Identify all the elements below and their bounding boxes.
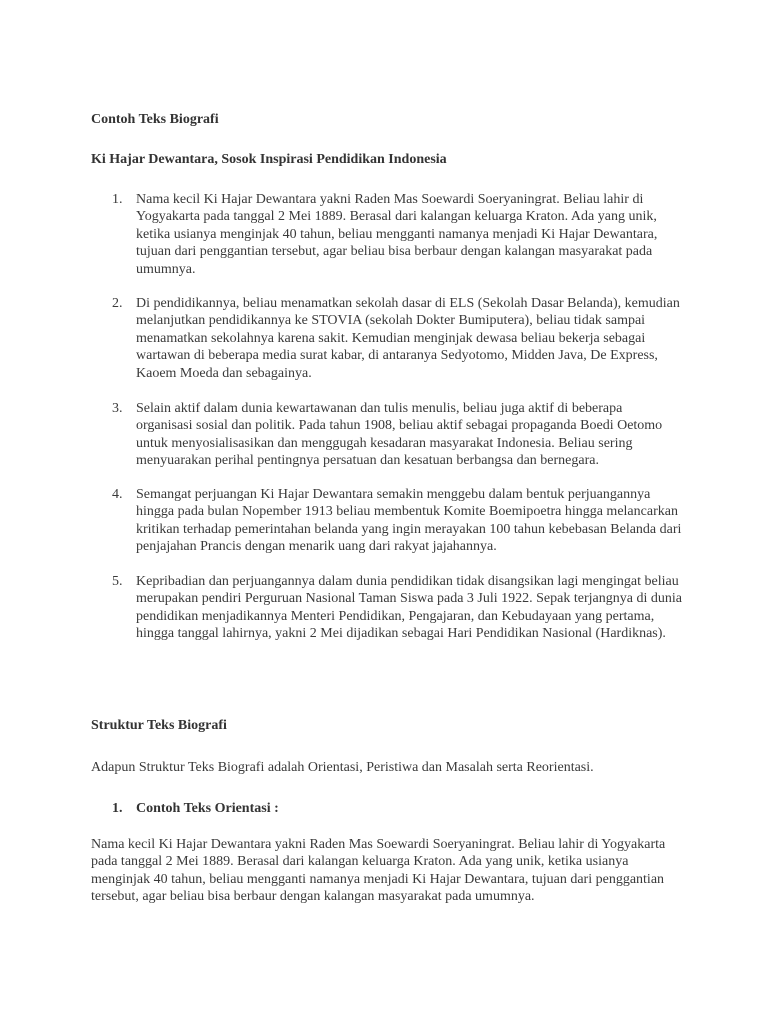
orientation-paragraph: Nama kecil Ki Hajar Dewantara yakni Raden Mas Soewardi Soeryaningrat. Beliau lahir di Yogyakarta pada tanggal 2 Mei 1889. Berasal dari kalangan keluarga Kraton. Ada yang unik, ketika usianya menginjak 40 tahun, beliau mengganti namanya menjadi Ki Hajar Dewantara, tujuan dari penggantian tersebut, agar beliau bisa berbaur dengan kalangan masyarakat pada umumnya. [91,837,666,905]
list-item [112,295,682,382]
list-text: Kepribadian dan perjuangannya dalam dunia pendidikan tidak disangsikan lagi mengingat beliau merupakan pendiri Perguruan Nasional Taman Siswa pada 3 Juli 1922. Sepak terjangnya di dunia pendidikan menjadikannya Menteri Pendidikan, Pengajaran, dan Kebudayaan yang pertama, hingga tanggal lahirnya, yakni 2 Mei dijadikan sebagai Hari Pendidikan Nasional (Hardiknas). [136,574,682,642]
structure-heading: Struktur Teks Biografi [91,718,227,733]
orientation-list-item [112,800,682,817]
list-text: Nama kecil Ki Hajar Dewantara yakni Raden Mas Soewardi Soeryaningrat. Beliau lahir di Yogyakarta pada tanggal 2 Mei 1889. Berasal dari kalangan keluarga Kraton. Ada yang unik, ketika usianya menginjak 40 tahun, beliau mengganti namanya menjadi Ki Hajar Dewantara, tujuan dari penggantian tersebut, agar beliau bisa berbaur dengan kalangan masyarakat pada umumnya. [136,192,658,277]
list-number: 5. [112,574,123,589]
list-item [112,191,682,278]
list-number: 1. [112,801,123,816]
document-subtitle: Ki Hajar Dewantara, Sosok Inspirasi Pendidikan Indonesia [91,152,447,167]
list-text: Selain aktif dalam dunia kewartawanan dan tulis menulis, beliau juga aktif di beberapa organisasi sosial dan politik. Pada tahun 1908, beliau aktif sebagai propaganda Boedi Oetomo untuk menyosialisasikan dan menggugah kesadaran masyarakat Indonesia. Beliau sering menyuarakan perihal pentingnya persatuan dan kesatuan berbangsa dan bernegara. [136,401,663,469]
structure-intro: Adapun Struktur Teks Biografi adalah Orientasi, Peristiwa dan Masalah serta Reorientasi. [91,760,594,775]
list-text: Di pendidikannya, beliau menamatkan sekolah dasar di ELS (Sekolah Dasar Belanda), kemudian melanjutkan pendidikannya ke STOVIA (sekolah Dokter Bumiputera), beliau tidak sampai menamatkan sekolahnya karena sakit. Kemudian menginjak dewasa beliau bekerja sebagai wartawan di beberapa media surat kabar, di antaranya Sedyotomo, Midden Java, De Express, Kaoem Moeda dan sebagainya. [136,296,680,381]
list-number: 3. [112,401,123,416]
orientation-label: Contoh Teks Orientasi : [136,801,279,816]
list-number: 4. [112,487,123,502]
list-item [112,486,682,556]
list-item [112,400,682,470]
list-number: 2. [112,296,123,311]
document-title: Contoh Teks Biografi [91,112,219,127]
list-number: 1. [112,192,123,207]
list-text: Semangat perjuangan Ki Hajar Dewantara semakin menggebu dalam bentuk perjuangannya hingga pada bulan Nopember 1913 beliau membentuk Komite Boemipoetra hingga melancarkan kritikan terhadap pemerintahan belanda yang ingin merayakan 100 tahun kebebasan Belanda dari penjajahan Prancis dengan menarik uang dari rakyat jajahannya. [136,487,682,555]
list-item [112,573,682,643]
